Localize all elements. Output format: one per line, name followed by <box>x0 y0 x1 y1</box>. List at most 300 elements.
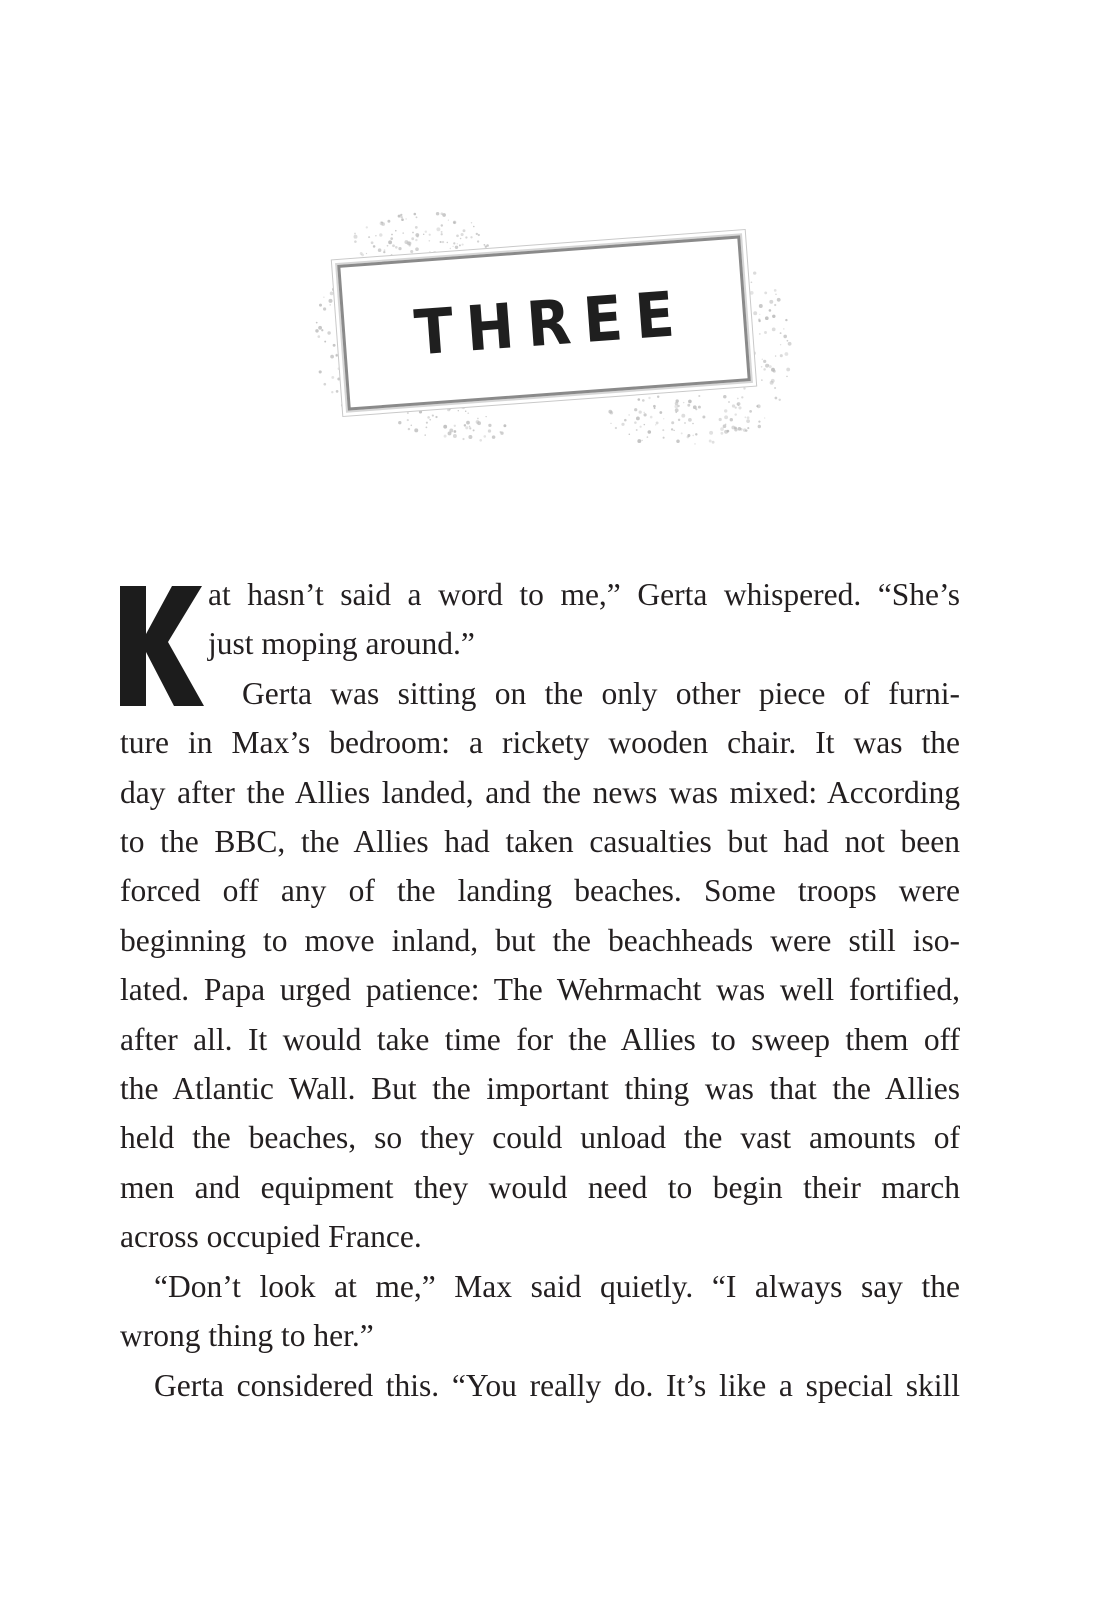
speckle-dot <box>621 423 624 426</box>
speckle-dot <box>688 400 692 404</box>
paragraph-4 <box>120 1361 960 1410</box>
speckle-dot <box>337 332 339 334</box>
speckle-dot <box>695 433 697 435</box>
speckle-dot <box>441 212 444 215</box>
speckle-dot <box>484 244 486 246</box>
speckle-dot <box>426 422 428 424</box>
speckle-dot <box>469 426 471 428</box>
speckle-dot <box>735 406 737 408</box>
speckle-dot <box>457 243 458 244</box>
speckle-dot <box>724 409 727 412</box>
speckle-dot <box>753 271 756 274</box>
speckle-dot <box>774 289 777 292</box>
speckle-dot <box>477 418 479 420</box>
speckle-dot <box>354 240 357 243</box>
speckle-dot <box>738 406 741 409</box>
speckle-dot <box>747 416 750 419</box>
speckle-dot <box>698 395 700 397</box>
speckle-dot <box>694 443 696 445</box>
speckle-dot <box>769 300 773 304</box>
speckle-dot <box>398 247 401 250</box>
speckle-dot <box>407 255 411 259</box>
speckle-dot <box>340 358 342 360</box>
speckle-dot <box>329 299 333 303</box>
speckle-dot <box>648 430 652 434</box>
speckle-dot <box>333 344 336 347</box>
speckle-dot <box>415 247 419 251</box>
speckle-dot <box>453 242 455 244</box>
speckle-dot <box>751 281 753 283</box>
speckle-dot <box>681 414 685 418</box>
speckle-dot <box>746 419 750 423</box>
speckle-dot <box>466 421 470 425</box>
speckle-dot <box>663 418 664 419</box>
paragraph-2 <box>120 718 960 1261</box>
speckle-dot <box>479 439 482 442</box>
speckle-dot <box>737 398 739 400</box>
speckle-dot <box>426 427 428 429</box>
speckle-dot <box>400 216 402 218</box>
text-line: Gerta considered this. “You really do. It’s like a special skill <box>154 1367 960 1403</box>
text-line: at hasn’t said a word to me,” Gerta whispered. “She’s <box>208 577 960 612</box>
speckle-dot <box>411 425 413 427</box>
speckle-dot <box>785 319 787 321</box>
speckle-dot <box>768 364 769 365</box>
speckle-dot <box>771 379 775 383</box>
speckle-dot <box>315 329 318 332</box>
speckle-dot <box>465 236 467 238</box>
speckle-dot <box>499 431 501 433</box>
speckle-dot <box>758 319 760 321</box>
speckle-dot <box>744 276 745 277</box>
speckle-dot <box>774 304 776 306</box>
speckle-dot <box>747 427 749 429</box>
speckle-dot <box>775 294 776 295</box>
speckle-dot <box>366 226 368 228</box>
speckle-dot <box>655 424 656 425</box>
speckle-dot <box>419 410 422 413</box>
speckle-dot <box>460 238 462 240</box>
speckle-dot <box>629 434 631 436</box>
speckle-dot <box>329 304 331 306</box>
speckle-dot <box>354 233 356 235</box>
speckle-dot <box>750 291 754 295</box>
speckle-dot <box>639 410 642 413</box>
speckle-dot <box>390 237 393 240</box>
speckle-dot <box>634 421 637 424</box>
speckle-dot <box>656 421 659 424</box>
speckle-dot <box>391 254 393 256</box>
speckle-dot <box>743 387 745 389</box>
paragraph-1 <box>120 570 960 718</box>
speckle-dot <box>436 212 439 215</box>
speckle-dot <box>687 404 690 407</box>
speckle-dot <box>337 320 338 321</box>
speckle-dot <box>455 246 458 249</box>
speckle-dot <box>441 233 443 235</box>
speckle-dot <box>780 354 783 357</box>
speckle-dot <box>644 413 647 416</box>
speckle-dot <box>681 432 683 434</box>
speckle-dot <box>319 304 322 307</box>
speckle-dot <box>454 425 456 427</box>
speckle-dot <box>628 414 629 415</box>
speckle-dot <box>636 429 638 431</box>
text-line: after all. It would take time for the Allies to sweep them off <box>120 1021 960 1057</box>
speckle-dot <box>477 240 479 242</box>
speckle-dot <box>477 421 481 425</box>
speckle-dot <box>765 364 769 368</box>
speckle-dot <box>758 425 761 428</box>
speckle-dot <box>709 440 712 443</box>
speckle-dot <box>698 406 701 409</box>
speckle-dot <box>748 340 752 344</box>
speckle-dot <box>327 331 330 334</box>
speckle-dot <box>637 439 641 443</box>
speckle-dot <box>316 322 318 324</box>
speckle-dot <box>463 229 466 232</box>
speckle-dot <box>411 253 414 256</box>
speckle-dot <box>319 370 322 373</box>
speckle-dot <box>424 434 425 435</box>
speckle-dot <box>317 335 320 338</box>
speckle-dot <box>786 368 790 372</box>
speckle-dot <box>375 235 376 236</box>
speckle-dot <box>780 344 781 345</box>
speckle-dot <box>728 401 730 403</box>
speckle-dot <box>763 368 766 371</box>
speckle-dot <box>425 230 427 232</box>
text-line: beginning to move inland, but the beachheads were still iso- <box>120 922 960 958</box>
speckle-dot <box>769 365 772 368</box>
speckle-dot <box>488 429 491 432</box>
speckle-dot <box>462 406 465 409</box>
speckle-dot <box>677 405 679 407</box>
speckle-dot <box>380 221 384 225</box>
speckle-dot <box>432 415 434 417</box>
speckle-dot <box>361 254 364 257</box>
speckle-dot <box>415 239 417 241</box>
speckle-dot <box>388 240 392 244</box>
speckle-dot <box>676 439 680 443</box>
speckle-dot <box>692 423 694 425</box>
speckle-dot <box>468 249 472 253</box>
speckle-dot <box>413 255 415 257</box>
text-line: to the BBC, the Allies had taken casualties but had not been <box>120 824 960 860</box>
speckle-dot <box>761 366 763 368</box>
speckle-dot <box>783 335 787 339</box>
speckle-dot <box>368 236 370 238</box>
speckle-dot <box>662 429 664 431</box>
speckle-dot <box>745 429 747 431</box>
paragraph-3 <box>120 1262 960 1361</box>
speckle-dot <box>323 307 326 310</box>
speckle-dot <box>693 405 697 409</box>
speckle-dot <box>678 419 680 421</box>
speckle-dot <box>448 220 449 221</box>
speckle-dot <box>440 241 442 243</box>
speckle-dot <box>748 311 752 315</box>
speckle-dot <box>741 396 743 398</box>
speckle-dot <box>486 416 487 417</box>
text-line: men and equipment they would need to begin their march <box>120 1169 960 1205</box>
speckle-dot <box>488 424 491 427</box>
speckle-dot <box>734 428 737 431</box>
speckle-dot <box>441 231 443 233</box>
speckle-dot <box>639 426 641 428</box>
speckle-dot <box>452 246 453 247</box>
speckle-dot <box>429 240 431 242</box>
speckle-dot <box>378 248 382 252</box>
speckle-dot <box>673 430 674 431</box>
speckle-dot <box>657 396 659 398</box>
speckle-dot <box>654 407 656 409</box>
speckle-dot <box>786 376 788 378</box>
speckle-dot <box>415 233 419 237</box>
speckle-dot <box>462 438 464 440</box>
speckle-dot <box>758 420 760 422</box>
speckle-dot <box>331 376 334 379</box>
speckle-dot <box>443 425 447 429</box>
speckle-dot <box>783 328 785 330</box>
drop-cap-letter <box>120 586 204 706</box>
speckle-dot <box>478 234 480 236</box>
text-line: “Don’t look at me,” Max said quietly. “I always say the <box>154 1268 960 1304</box>
speckle-dot <box>354 235 358 239</box>
speckle-dot <box>753 352 756 355</box>
speckle-dot <box>398 421 401 424</box>
speckle-dot <box>429 419 431 421</box>
speckle-dot <box>765 316 769 320</box>
speckle-dot <box>492 435 496 439</box>
speckle-dot <box>436 227 440 231</box>
speckle-dot <box>676 399 679 402</box>
speckle-dot <box>764 291 767 294</box>
speckle-dot <box>366 253 367 254</box>
speckle-dot <box>429 234 431 236</box>
speckle-dot <box>732 404 735 407</box>
speckle-dot <box>764 331 767 334</box>
speckle-dot <box>486 244 489 247</box>
text-line: lated. Papa urged patience: The Wehrmacht was well fortified, <box>120 972 960 1008</box>
speckle-dot <box>778 399 780 401</box>
speckle-dot <box>338 367 341 370</box>
speckle-dot <box>780 332 782 334</box>
speckle-dot <box>775 355 777 357</box>
speckle-dot <box>459 244 461 246</box>
speckle-dot <box>476 233 478 235</box>
speckle-dot <box>467 412 469 414</box>
speckle-dot <box>638 398 641 401</box>
speckle-dot <box>435 416 437 418</box>
speckle-dot <box>336 354 338 356</box>
speckle-dot <box>709 431 713 435</box>
speckle-dot <box>746 274 749 277</box>
speckle-dot <box>774 387 776 389</box>
speckle-dot <box>643 412 645 414</box>
speckle-dot <box>411 237 414 240</box>
text-line: just moping around.” <box>208 626 475 662</box>
speckle-dot <box>330 292 334 296</box>
text-line: forced off any of the landing beaches. Some troops were <box>120 873 960 909</box>
speckle-dot <box>462 244 464 246</box>
speckle-dot <box>453 221 456 224</box>
speckle-dot <box>416 216 418 218</box>
speckle-dot <box>773 370 776 373</box>
speckle-dot <box>785 352 789 356</box>
speckle-dot <box>391 234 393 236</box>
speckle-dot <box>719 418 722 421</box>
speckle-dot <box>336 390 339 393</box>
speckle-dot <box>787 340 789 342</box>
speckle-dot <box>441 224 443 226</box>
speckle-dot <box>464 424 466 426</box>
speckle-dot <box>734 413 736 415</box>
speckle-dot <box>469 427 471 429</box>
speckle-dot <box>407 419 409 421</box>
text-line: Gerta was sitting on the only other piece of furni- <box>242 675 960 711</box>
speckle-dot <box>448 407 451 410</box>
speckle-dot <box>442 241 444 243</box>
text-line: ture in Max’s bedroom: a rickety wooden chair. It was the <box>120 725 960 761</box>
speckle-dot <box>373 245 376 248</box>
speckle-dot <box>751 367 754 370</box>
speckle-dot <box>395 230 397 232</box>
speckle-dot <box>759 314 760 315</box>
speckle-dot <box>775 397 778 400</box>
speckle-dot <box>456 234 459 237</box>
speckle-dot <box>751 319 752 320</box>
speckle-dot <box>392 244 395 247</box>
speckle-dot <box>744 282 745 283</box>
speckle-dot <box>404 240 408 244</box>
speckle-dot <box>772 315 775 318</box>
speckle-dot <box>634 408 637 411</box>
speckle-dot <box>468 435 472 439</box>
speckle-dot <box>725 423 727 425</box>
speckle-dot <box>387 245 389 247</box>
speckle-dot <box>405 218 406 219</box>
speckle-dot <box>749 351 753 355</box>
speckle-dot <box>702 416 705 419</box>
speckle-dot <box>414 428 418 432</box>
speckle-dot <box>337 378 340 381</box>
speckle-dot <box>687 434 690 437</box>
speckle-dot <box>395 246 398 249</box>
speckle-dot <box>414 213 417 216</box>
speckle-dot <box>788 342 792 346</box>
speckle-dot <box>608 410 612 414</box>
speckle-dot <box>724 430 728 434</box>
speckle-dot <box>749 410 752 413</box>
speckle-dot <box>777 298 781 302</box>
speckle-dot <box>323 297 324 298</box>
speckle-dot <box>318 326 322 330</box>
speckle-dot <box>330 355 334 359</box>
speckle-dot <box>615 427 617 429</box>
speckle-dot <box>465 426 468 429</box>
speckle-dot <box>415 226 418 229</box>
speckle-dot <box>675 412 677 414</box>
speckle-dot <box>624 419 627 422</box>
speckle-dot <box>671 421 674 424</box>
speckle-dot <box>412 232 414 234</box>
speckle-dot <box>341 403 345 407</box>
speckle-dot <box>383 251 385 253</box>
speckle-dot <box>675 408 679 412</box>
speckle-dot <box>332 288 336 292</box>
speckle-dot <box>407 412 409 414</box>
speckle-dot <box>470 236 472 238</box>
speckle-dot <box>433 251 436 254</box>
speckle-dot <box>650 416 653 419</box>
speckle-dot <box>641 440 642 441</box>
speckle-dot <box>427 416 430 419</box>
speckle-dot <box>427 255 428 256</box>
speckle-dot <box>671 428 673 430</box>
speckle-dot <box>683 402 684 403</box>
speckle-dot <box>379 233 382 236</box>
speckle-dot <box>484 435 487 438</box>
speckle-dot <box>723 395 726 398</box>
speckle-dot <box>473 226 475 228</box>
speckle-dot <box>321 329 323 331</box>
text-line: held the beaches, so they could unload the vast amounts of <box>120 1120 960 1156</box>
speckle-dot <box>408 242 412 246</box>
speckle-dot <box>759 333 761 335</box>
speckle-dot <box>398 215 401 218</box>
speckle-dot <box>453 434 457 438</box>
speckle-dot <box>471 222 472 223</box>
chapter-title: THREE <box>411 276 690 369</box>
speckle-dot <box>692 435 694 437</box>
speckle-dot <box>473 429 475 431</box>
speckle-dot <box>653 405 656 408</box>
speckle-dot <box>401 218 404 221</box>
speckle-dot <box>724 415 728 419</box>
speckle-dot <box>740 428 743 431</box>
speckle-dot <box>762 359 763 360</box>
text-line: across occupied France. <box>120 1219 422 1255</box>
speckle-dot <box>763 360 766 363</box>
text-line: day after the Allies landed, and the news was mixed: According <box>120 774 960 810</box>
speckle-dot <box>684 422 686 424</box>
speckle-dot <box>449 429 453 433</box>
speckle-dot <box>636 416 640 420</box>
speckle-dot <box>712 441 715 444</box>
speckle-dot <box>730 418 733 421</box>
speckle-dot <box>756 405 758 407</box>
speckle-dot <box>371 241 374 244</box>
speckle-dot <box>647 436 649 438</box>
speckle-dot <box>759 304 763 308</box>
speckle-dot <box>642 399 645 402</box>
speckle-dot <box>323 383 326 386</box>
speckle-dot <box>324 341 326 343</box>
speckle-dot <box>772 328 776 332</box>
speckle-dot <box>720 427 724 431</box>
speckle-dot <box>461 233 464 236</box>
speckle-dot <box>688 418 692 422</box>
speckle-dot <box>753 311 757 315</box>
chapter-body-text <box>120 570 960 1410</box>
chapter-title-plate <box>337 235 751 410</box>
speckle-dot <box>331 391 333 393</box>
speckle-dot <box>477 250 480 253</box>
text-line: the Atlantic Wall. But the important thing was that the Allies <box>120 1071 960 1107</box>
speckle-dot <box>444 435 447 438</box>
speckle-dot <box>408 428 410 430</box>
